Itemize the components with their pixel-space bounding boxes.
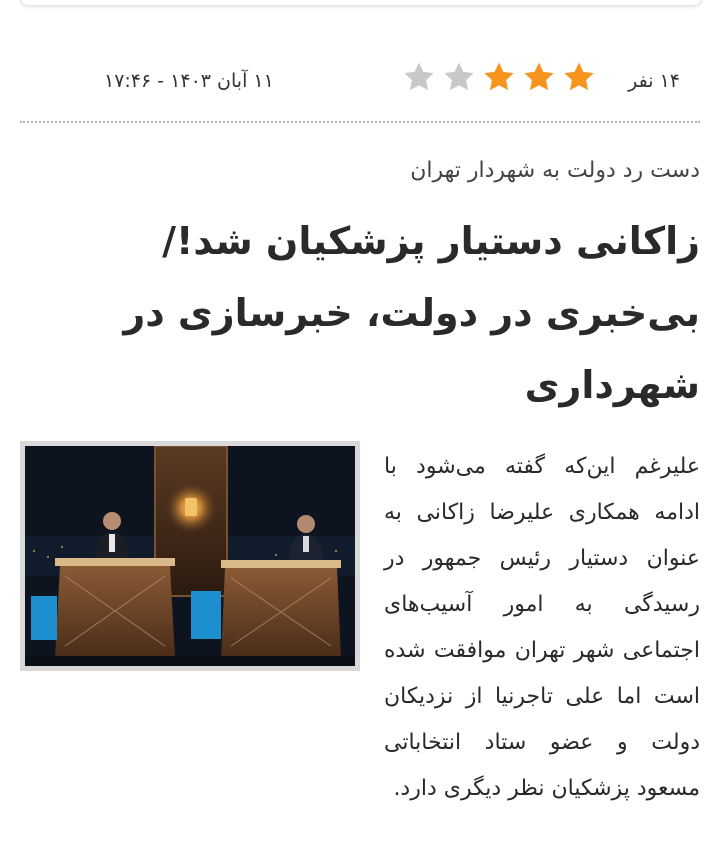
- star-icon-3[interactable]: [482, 60, 516, 94]
- article-headline: زاکانی دستیار پزشکیان شد!/ بی‌خبری در دولت، خبرسازی در شهرداری: [123, 219, 700, 407]
- vote-count: ۱۴ نفر: [628, 70, 680, 92]
- article-body: علیرغم این‌که گفته می‌شود با ادامه همکاری علیرضا زاکانی به عنوان دستیار رئیس جمهور در رسیدگی به امور آسیب‌های اجتماعی شهر تهران موافقت شده است اما علی تاجرنیا از نزدیکان دولت و عضو ستاد انتخاباتی مسعود پزشکیان نظر دیگری دارد.: [384, 454, 700, 801]
- star-icon-1[interactable]: [562, 60, 596, 94]
- debate-photo-illustration: [25, 446, 355, 666]
- article-kicker: دست رد دولت به شهردار تهران: [410, 158, 700, 183]
- star-icon-4[interactable]: [442, 60, 476, 94]
- star-rating[interactable]: [402, 60, 596, 94]
- article-photo[interactable]: [20, 441, 360, 671]
- dotted-divider: [20, 121, 700, 123]
- article-meta-row: [20, 58, 700, 104]
- star-icon-2[interactable]: [522, 60, 556, 94]
- top-card-edge: [20, 0, 702, 6]
- publish-date: ۱۱ آبان ۱۴۰۳ - ۱۷:۴۶: [104, 70, 274, 92]
- star-icon-5[interactable]: [402, 60, 436, 94]
